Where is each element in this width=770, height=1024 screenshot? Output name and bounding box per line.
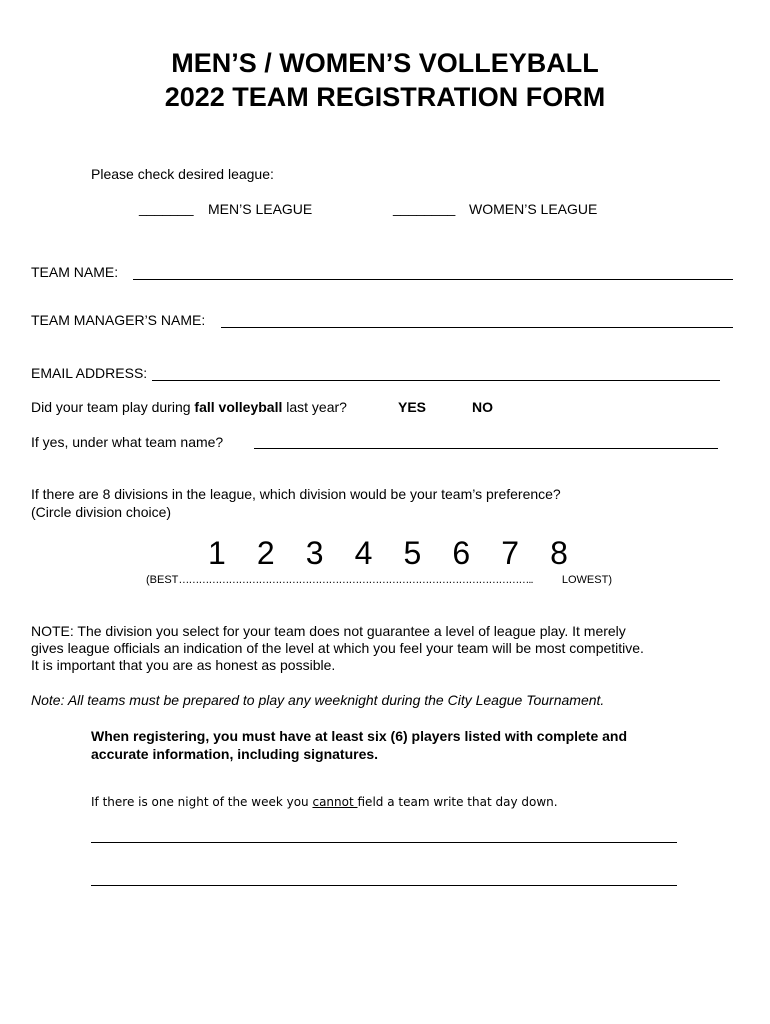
- yes-option[interactable]: YES: [398, 399, 427, 415]
- night-suffix: field a team write that day down.: [357, 795, 558, 809]
- night-underlined: cannot: [312, 795, 358, 809]
- registration-line-1: When registering, you must have at least six (6) players listed with complete and: [91, 728, 628, 744]
- division-note: [31, 623, 731, 674]
- note-line-3: It is important that you are as honest as possible.: [31, 657, 336, 673]
- division-choice-4[interactable]: 4: [354, 535, 373, 571]
- womens-league-label: WOMEN’S LEAGUE: [469, 201, 598, 217]
- email-field[interactable]: [152, 380, 720, 381]
- fall-question-suffix: last year?: [282, 399, 347, 415]
- unavailable-night-field-1[interactable]: [91, 842, 677, 843]
- note-line-1: NOTE: The division you select for your team does not guarantee a level of league play. It merely: [31, 623, 626, 639]
- division-choice-5[interactable]: 5: [403, 535, 422, 571]
- division-choice-6[interactable]: 6: [452, 535, 471, 571]
- previous-team-name-label: If yes, under what team name?: [31, 434, 224, 450]
- no-option[interactable]: NO: [472, 399, 493, 415]
- scale-lowest: LOWEST): [561, 574, 612, 586]
- division-scale: [146, 574, 612, 586]
- division-choices: [208, 535, 568, 572]
- division-choice-1[interactable]: 1: [208, 535, 226, 571]
- division-choice-8[interactable]: 8: [550, 535, 568, 571]
- team-manager-label: TEAM MANAGER’S NAME:: [31, 312, 206, 328]
- tournament-note: Note: All teams must be prepared to play any weeknight during the City League Tournament.: [31, 692, 605, 708]
- league-prompt: Please check desired league:: [91, 166, 274, 182]
- fall-volleyball-question: [31, 399, 347, 415]
- mens-league-label: MEN’S LEAGUE: [208, 201, 313, 217]
- unavailable-night-prompt: [91, 795, 558, 809]
- previous-team-name-field[interactable]: [254, 448, 718, 449]
- team-name-field[interactable]: [133, 279, 733, 280]
- form-title-line-1: MEN’S / WOMEN’S VOLLEYBALL: [171, 48, 599, 78]
- division-choice-2[interactable]: 2: [256, 535, 275, 571]
- mens-league-checkbox-blank[interactable]: _______: [139, 200, 194, 216]
- registration-requirement: [91, 727, 627, 763]
- division-choice-7[interactable]: 7: [501, 535, 520, 571]
- email-label: EMAIL ADDRESS:: [31, 365, 148, 381]
- note-line-2: gives league officials an indication of the level at which you feel your team will be most competitive.: [31, 640, 644, 656]
- division-instruction: (Circle division choice): [31, 504, 172, 520]
- scale-best: (BEST: [146, 574, 179, 586]
- team-name-label: TEAM NAME:: [31, 264, 119, 280]
- team-manager-field[interactable]: [221, 327, 733, 328]
- division-choice-3[interactable]: 3: [305, 535, 324, 571]
- fall-question-bold: fall volleyball: [194, 399, 283, 415]
- night-prefix: If there is one night of the week you: [91, 795, 313, 809]
- form-title-line-2: 2022 TEAM REGISTRATION FORM: [164, 82, 606, 112]
- womens-league-checkbox-blank[interactable]: ________: [393, 200, 456, 216]
- division-question: If there are 8 divisions in the league, which division would be your team’s preference?: [31, 486, 561, 502]
- fall-question-prefix: Did your team play during: [31, 399, 195, 415]
- registration-line-2: accurate information, including signatures.: [91, 746, 379, 762]
- scale-dots: ……………………………………………………………………………………………..: [178, 574, 533, 586]
- unavailable-night-field-2[interactable]: [91, 885, 677, 886]
